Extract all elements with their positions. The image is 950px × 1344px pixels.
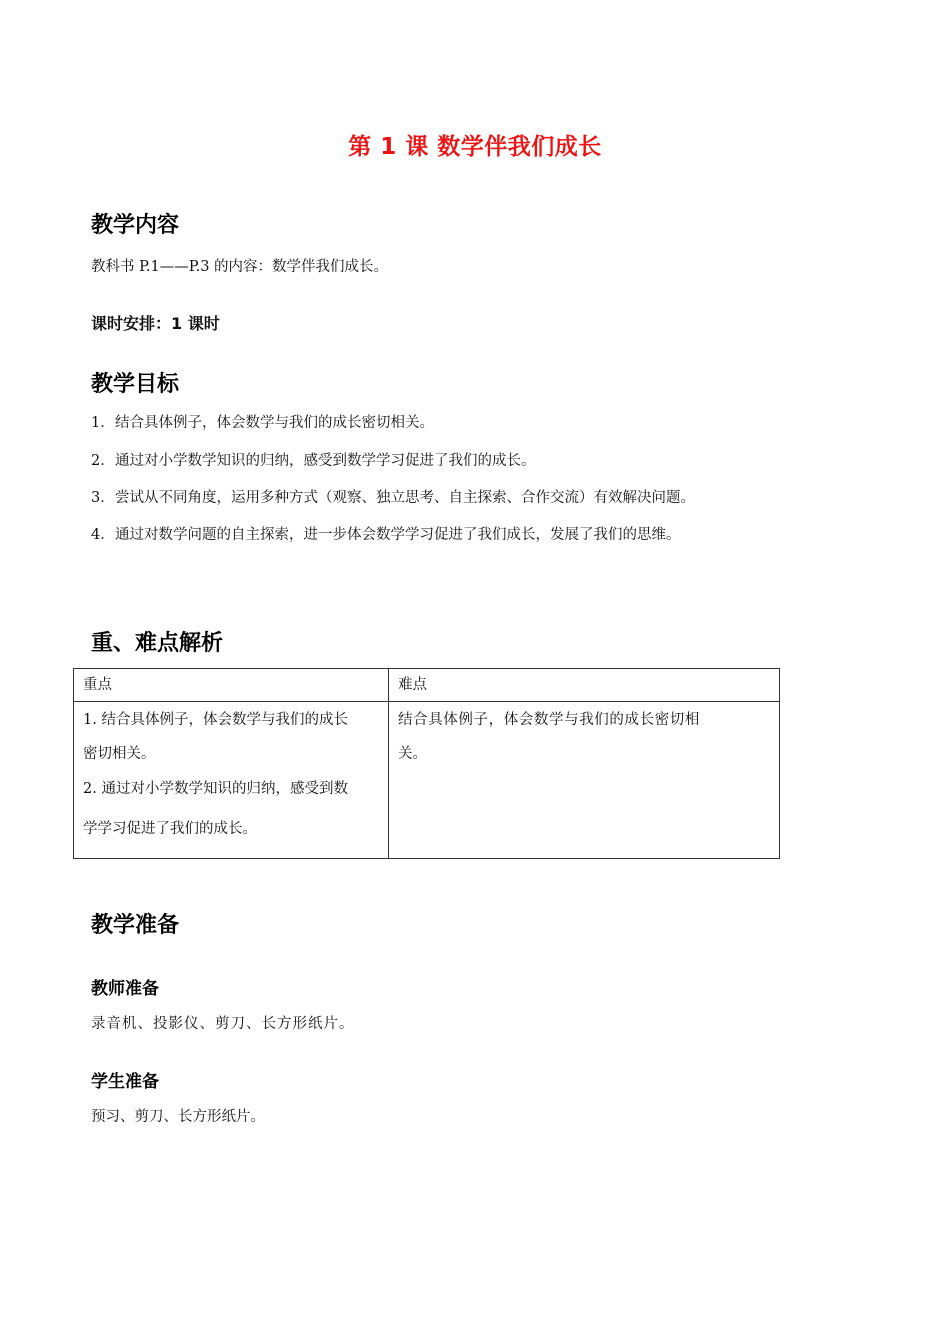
difficult-line: 结合具体例子，体会数学与我们的成长密切相: [398, 712, 700, 728]
content-text: 教科书 P.1——P.3 的内容：数学伴我们成长。: [91, 259, 389, 275]
keypoints-heading: 重、难点解析: [91, 631, 224, 656]
table-row: [74, 702, 780, 859]
objective-text: 尝试从不同角度，运用多种方式（观察、独立思考、自主探索、合作交流）有效解决问题。: [115, 490, 695, 506]
keypoints-table: [73, 668, 780, 859]
page-title: 第 1 课 数学伴我们成长: [348, 134, 602, 160]
objective-item-1: [91, 411, 434, 432]
objective-text: 结合具体例子，体会数学与我们的成长密切相关。: [115, 415, 434, 431]
student-prep-text: 预习、剪刀、长方形纸片。: [91, 1109, 265, 1125]
table-header-row: [74, 669, 780, 702]
objective-number: 3．: [91, 490, 115, 506]
key-line: 密切相关。: [83, 746, 156, 762]
objective-number: 2．: [91, 453, 115, 469]
schedule-text: 课时安排：1 课时: [91, 314, 220, 333]
objective-number: 1．: [91, 415, 115, 431]
objective-text: 通过对数学问题的自主探索，进一步体会数学学习促进了我们成长，发展了我们的思维。: [115, 527, 681, 543]
objective-number: 4．: [91, 527, 115, 543]
difficult-cell: [389, 702, 780, 859]
key-cell: [74, 702, 389, 859]
preparation-heading: 教学准备: [91, 913, 180, 938]
objective-item-2: [91, 449, 536, 470]
content-heading: 教学内容: [91, 213, 180, 238]
key-column-header: 重点: [74, 669, 389, 702]
teacher-prep-heading: 教师准备: [91, 979, 159, 999]
key-line: 2. 通过对小学数学知识的归纳，感受到数: [83, 781, 348, 797]
difficult-column-header: 难点: [389, 669, 780, 702]
teacher-prep-text: 录音机、投影仪、剪刀、长方形纸片。: [91, 1016, 355, 1032]
objectives-heading: 教学目标: [91, 372, 180, 397]
objective-item-3: [91, 486, 695, 507]
student-prep-heading: 学生准备: [91, 1072, 159, 1092]
key-line: 学学习促进了我们的成长。: [83, 821, 257, 837]
objective-item-4: [91, 523, 681, 544]
difficult-line: 关。: [398, 746, 427, 762]
objective-text: 通过对小学数学知识的归纳，感受到数学学习促进了我们的成长。: [115, 453, 536, 469]
key-line: 1. 结合具体例子，体会数学与我们的成长: [83, 712, 348, 728]
